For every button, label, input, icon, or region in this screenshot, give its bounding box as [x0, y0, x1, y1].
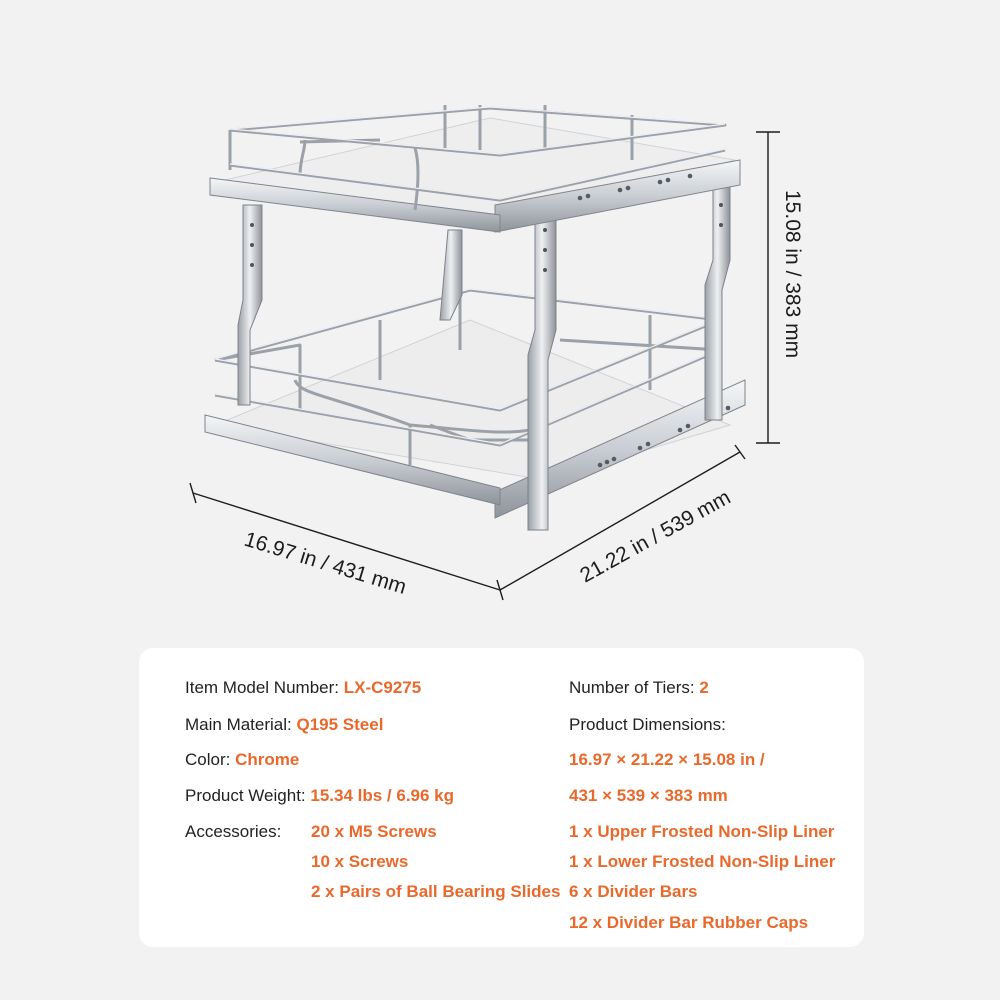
accessory-text: 1 x Lower Frosted Non-Slip Liner: [569, 852, 836, 871]
accessory-item: [311, 882, 560, 902]
spec-dimensions-metric: [569, 786, 728, 806]
lower-basket: [205, 289, 745, 518]
spec-dimensions-imperial: [569, 750, 765, 770]
accessory-text: 6 x Divider Bars: [569, 882, 698, 901]
spec-value: Chrome: [235, 750, 300, 769]
spec-product-weight: [185, 786, 454, 806]
spec-value: 2: [699, 678, 709, 697]
accessory-item: [569, 822, 834, 842]
accessory-item: [569, 852, 835, 872]
accessory-text: 2 x Pairs of Ball Bearing Slides: [311, 882, 561, 901]
spec-value: LX-C9275: [343, 678, 422, 697]
spec-product-dimensions: [569, 715, 726, 735]
height-label: 15.08 in / 383 mm: [781, 190, 804, 359]
spec-label: Main Material:: [185, 715, 292, 734]
spec-value: 15.34 lbs / 6.96 kg: [310, 786, 455, 805]
spec-accessories-label: [185, 822, 281, 842]
upper-basket: [210, 105, 740, 232]
accessory-text: 1 x Upper Frosted Non-Slip Liner: [569, 822, 835, 841]
depth-label: 21.22 in / 539 mm: [576, 485, 735, 588]
accessory-text: 12 x Divider Bar Rubber Caps: [569, 913, 809, 932]
spec-color: [185, 750, 299, 770]
width-dimension: [190, 483, 503, 600]
accessory-item: [311, 852, 408, 872]
spec-label: Number of Tiers:: [569, 678, 695, 697]
spec-value: Q195 Steel: [296, 715, 384, 734]
spec-label: Item Model Number:: [185, 678, 339, 697]
spec-value: 16.97 × 21.22 × 15.08 in /: [569, 750, 765, 769]
spec-main-material: [185, 715, 383, 735]
spec-label: Product Dimensions:: [569, 715, 726, 734]
spec-label: Product Weight:: [185, 786, 306, 805]
accessory-item: [569, 913, 808, 933]
accessory-item: [311, 822, 437, 842]
spec-model-number: [185, 678, 421, 698]
width-label: 16.97 in / 431 mm: [241, 527, 410, 599]
spec-label: Color:: [185, 750, 231, 769]
height-dimension: [756, 132, 780, 443]
accessory-text: 20 x M5 Screws: [311, 822, 437, 841]
spec-number-of-tiers: [569, 678, 709, 698]
lower-liner: [215, 320, 730, 480]
accessory-text: 10 x Screws: [311, 852, 409, 871]
accessory-item: [569, 882, 698, 902]
spec-label: Accessories:: [185, 822, 282, 841]
specifications-card: [139, 648, 864, 947]
spec-value: 431 × 539 × 383 mm: [569, 786, 728, 805]
